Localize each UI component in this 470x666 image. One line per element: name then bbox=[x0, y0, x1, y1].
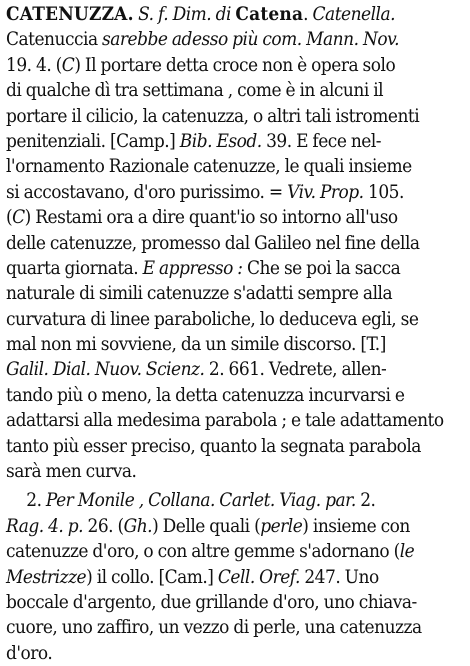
text-line bbox=[6, 565, 464, 590]
text-run: delle catenuzze, promesso dal Galileo nel fine della bbox=[6, 232, 420, 254]
dictionary-entry bbox=[6, 2, 464, 666]
text-line bbox=[6, 408, 464, 433]
text-line bbox=[6, 205, 464, 230]
text-line bbox=[6, 332, 464, 357]
text-run: mal non mi sovviene, da un simile discorso. [T.] bbox=[6, 334, 386, 356]
italic-text: Cell. Oref. bbox=[217, 566, 300, 588]
text-line bbox=[6, 256, 464, 281]
italic-text: Bib. Esod. bbox=[179, 130, 262, 152]
italic-text: S. f. Dim. di bbox=[138, 4, 236, 25]
text-run: 105. bbox=[363, 181, 404, 203]
text-line bbox=[6, 539, 464, 564]
entry-sense-1 bbox=[6, 2, 464, 484]
text-line bbox=[6, 180, 464, 205]
text-run: 247. Uno bbox=[299, 566, 379, 588]
text-run: tando più o meno, la detta catenuzza incurvarsi e bbox=[6, 384, 405, 406]
text-run: si accostavano, d'oro purissimo. = bbox=[6, 181, 288, 203]
text-run: 2. bbox=[355, 490, 376, 512]
headword: Catena bbox=[235, 4, 304, 25]
text-run: portare il cilicio, la catenuzza, o altri tali istromenti bbox=[6, 105, 420, 127]
italic-text: le bbox=[399, 541, 415, 563]
text-run: ) Il portare detta croce non è opera solo bbox=[74, 54, 396, 76]
italic-text: Rag. 4. p. bbox=[6, 515, 84, 537]
text-run: di qualche dì tra settimana , come è in alcuni il bbox=[6, 80, 384, 102]
text-run: 26. ( bbox=[83, 515, 124, 537]
text-line bbox=[6, 488, 464, 513]
text-line bbox=[6, 590, 464, 615]
italic-text: Galil. Dial. Nuov. Scienz. bbox=[6, 359, 205, 381]
text-line bbox=[6, 357, 464, 382]
text-run: Che se poi la sacca bbox=[242, 257, 401, 279]
text-run: naturale di simili catenuzze s'adatti sempre alla bbox=[6, 283, 393, 305]
text-line bbox=[6, 307, 464, 332]
text-run: ( bbox=[6, 207, 13, 229]
text-run: boccale d'argento, due grillande d'oro, uno chiava- bbox=[6, 591, 417, 613]
text-line bbox=[6, 383, 464, 408]
italic-text: perle bbox=[260, 515, 303, 537]
italic-text: Viv. Prop. bbox=[287, 181, 364, 203]
text-run: d'oro. bbox=[6, 642, 53, 664]
italic-text: Per Monile , Collana. Carlet. Viag. par. bbox=[45, 490, 356, 512]
text-run: l'ornamento Razionale catenuzze, le quali insieme bbox=[6, 156, 412, 178]
text-run: quarta giornata. bbox=[6, 257, 143, 279]
text-run: ) Restami ora a dire quant'io so intorno all'uso bbox=[24, 207, 398, 229]
text-line bbox=[6, 129, 464, 154]
text-line bbox=[6, 434, 464, 459]
text-run: 39. E fece nel- bbox=[261, 130, 382, 152]
text-line bbox=[6, 615, 464, 640]
italic-text: E appresso : bbox=[142, 257, 243, 279]
text-line bbox=[6, 27, 464, 52]
text-line bbox=[6, 459, 464, 484]
text-run: Catenuccia bbox=[6, 29, 103, 51]
italic-text: Gh. bbox=[123, 515, 153, 537]
text-run: cuore, uno zaffiro, un vezzo di perle, una catenuzza bbox=[6, 617, 422, 639]
italic-text: Mestrizze bbox=[6, 566, 87, 588]
headword: CATENUZZA. bbox=[6, 4, 134, 25]
text-line bbox=[6, 2, 464, 27]
text-run: catenuzze d'oro, o con altre gemme s'adornano ( bbox=[6, 541, 400, 563]
italic-text: C bbox=[61, 54, 75, 76]
text-line bbox=[6, 104, 464, 129]
text-line bbox=[6, 514, 464, 539]
text-run: 19. 4. ( bbox=[6, 54, 62, 76]
italic-text: sarebbe adesso più com. Mann. Nov. bbox=[102, 29, 400, 51]
text-run: ) il collo. [Cam.] bbox=[86, 566, 218, 588]
text-line bbox=[6, 281, 464, 306]
text-run: 2. 661. Vedrete, allen- bbox=[204, 359, 387, 381]
text-run: adattarsi alla medesima parabola ; e tale adattamento bbox=[6, 410, 444, 432]
entry-sense-2 bbox=[6, 488, 464, 666]
text-line bbox=[6, 78, 464, 103]
italic-text: C bbox=[12, 207, 25, 229]
text-run: ) Delle quali ( bbox=[152, 515, 261, 537]
text-line bbox=[6, 641, 464, 666]
text-line bbox=[6, 231, 464, 256]
text-run: . bbox=[303, 4, 313, 25]
text-run: 2. bbox=[26, 490, 46, 512]
text-line bbox=[6, 154, 464, 179]
text-line bbox=[6, 53, 464, 78]
text-run: curvatura di linee paraboliche, lo deduceva egli, se bbox=[6, 308, 419, 330]
text-run: penitenziali. [Camp.] bbox=[6, 130, 180, 152]
text-run: tanto più esser preciso, quanto la segnata parabola bbox=[6, 435, 421, 457]
text-run: ) insieme con bbox=[302, 515, 410, 537]
text-run: sarà men curva. bbox=[6, 461, 137, 483]
italic-text: Catenella. bbox=[312, 4, 396, 25]
